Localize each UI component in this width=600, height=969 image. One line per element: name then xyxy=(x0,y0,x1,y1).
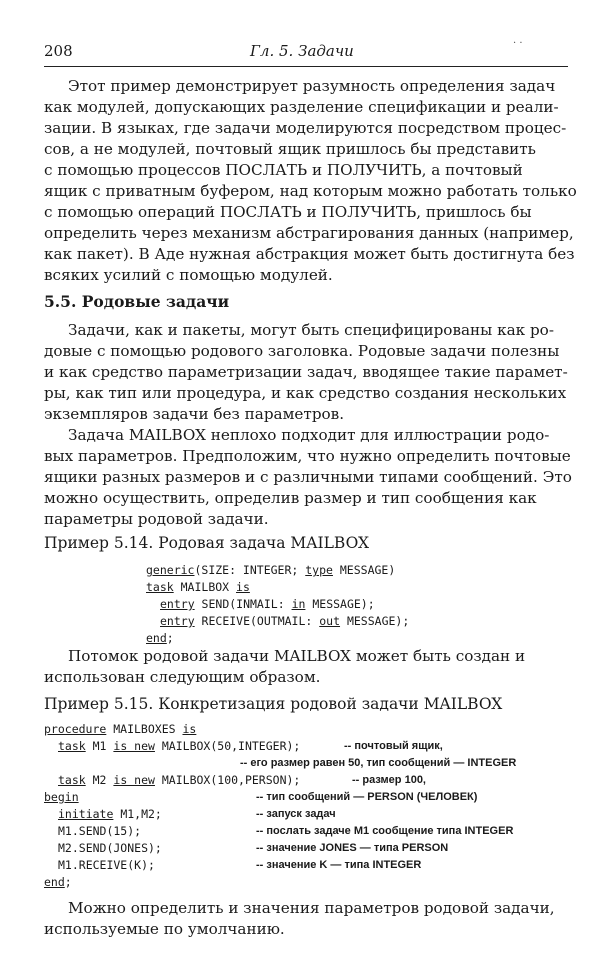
code-line: generic(SIZE: INTEGER; type MESSAGE) xyxy=(146,563,396,577)
code-line: procedure MAILBOXES is xyxy=(44,722,197,736)
code-line xyxy=(44,755,574,772)
text-line: вых параметров. Предположим, что нужно определить почтовые xyxy=(44,447,571,465)
text-line: ры, как тип или процедура, и как средство создания нескольких xyxy=(44,384,567,402)
text-line: с помощью процессов ПОСЛАТЬ и ПОЛУЧИТЬ, а почтовый xyxy=(44,161,523,179)
code-comment: -- послать задаче M1 сообщение типа INTEGER xyxy=(256,825,514,837)
running-head: Гл. 5. Задачи xyxy=(250,42,354,60)
text-line: можно осуществить, определив размер и тип сообщения как xyxy=(44,489,537,507)
text-line: как модулей, допускающих разделение спецификации и реали- xyxy=(44,98,559,116)
between-paragraph xyxy=(44,646,525,688)
text-line: Задача MAILBOX неплохо подходит для иллюстрации родо- xyxy=(68,426,550,444)
code-comment: -- тип сообщений — PERSON (ЧЕЛОВЕК) xyxy=(256,791,478,803)
header-rule xyxy=(44,66,568,67)
text-line: и как средство параметризации задач, вводящее такие парамет- xyxy=(44,363,568,381)
section-paragraph-2 xyxy=(44,425,572,530)
code-comment: -- размер 100, xyxy=(352,774,426,786)
code-comment: -- его размер равен 50, тип сообщений — INTEGER xyxy=(240,757,517,769)
example-5-15-caption: Пример 5.15. Конкретизация родовой задачи MAILBOX xyxy=(44,695,503,713)
code-line: entry SEND(INMAIL: in MESSAGE); xyxy=(160,597,375,611)
code-line: end; xyxy=(44,875,72,889)
text-line: экземпляров задачи без параметров. xyxy=(44,405,345,423)
text-line: Задачи, как и пакеты, могут быть специфицированы как ро- xyxy=(68,321,554,339)
code-line: M2.SEND(JONES); -- значение JONES — типа PERSON xyxy=(58,841,449,855)
page-number: 208 xyxy=(44,42,73,60)
section-heading: 5.5. Родовые задачи xyxy=(44,292,230,311)
text-line: ящик с приватным буфером, над которым можно работать только xyxy=(44,182,577,200)
text-line: довые с помощью родового заголовка. Родовые задачи полезны xyxy=(44,342,560,360)
code-line: end; xyxy=(146,631,174,645)
code-line: M1.SEND(15); -- послать задаче M1 сообщение типа INTEGER xyxy=(58,824,514,838)
code-line: begin -- тип сообщений — PERSON (ЧЕЛОВЕК) xyxy=(44,790,478,804)
example-5-14-code xyxy=(146,562,409,647)
text-line: сов, а не модулей, почтовый ящик пришлось бы представить xyxy=(44,140,536,158)
section-paragraph-1 xyxy=(44,320,568,425)
text-line: как пакет). В Аде нужная абстракция может быть достигнута без xyxy=(44,245,575,263)
text-line: использован следующим образом. xyxy=(44,668,321,686)
text-line: всяких усилий с помощью модулей. xyxy=(44,266,333,284)
text-line: определить через механизм абстрагирования данных (например, xyxy=(44,224,574,242)
code-line: task M2 is new MAILBOX(100,PERSON); -- размер 100, xyxy=(58,773,426,787)
text-line: Можно определить и значения параметров родовой задачи, xyxy=(68,899,555,917)
intro-paragraph xyxy=(44,76,577,286)
corner-mark: · · xyxy=(513,38,523,49)
code-comment: -- запуск задач xyxy=(256,808,336,820)
code-comment: -- значение JONES — типа PERSON xyxy=(256,842,449,854)
closing-paragraph xyxy=(44,898,555,940)
code-comment: -- значение K — типа INTEGER xyxy=(256,859,422,871)
code-line: task MAILBOX is xyxy=(146,580,250,594)
code-line: initiate M1,M2; -- запуск задач xyxy=(58,807,336,821)
code-comment: -- почтовый ящик, xyxy=(344,740,443,752)
text-line: ящики разных размеров и с различными типами сообщений. Это xyxy=(44,468,572,486)
text-line: используемые по умолчанию. xyxy=(44,920,285,938)
example-5-14-caption: Пример 5.14. Родовая задача MAILBOX xyxy=(44,534,370,552)
code-line: entry RECEIVE(OUTMAIL: out MESSAGE); xyxy=(160,614,410,628)
example-5-15-code xyxy=(44,721,574,891)
code-line: M1.RECEIVE(K); -- значение K — типа INTEGER xyxy=(58,858,422,872)
code-line: task M1 is new MAILBOX(50,INTEGER); -- почтовый ящик, xyxy=(58,739,443,753)
text-line: зации. В языках, где задачи моделируются посредством процес- xyxy=(44,119,567,137)
text-line: с помощью операций ПОСЛАТЬ и ПОЛУЧИТЬ, пришлось бы xyxy=(44,203,532,221)
text-line: Потомок родовой задачи MAILBOX может быть создан и xyxy=(68,647,526,665)
text-line: параметры родовой задачи. xyxy=(44,510,269,528)
text-line: Этот пример демонстрирует разумность определения задач xyxy=(68,77,556,95)
